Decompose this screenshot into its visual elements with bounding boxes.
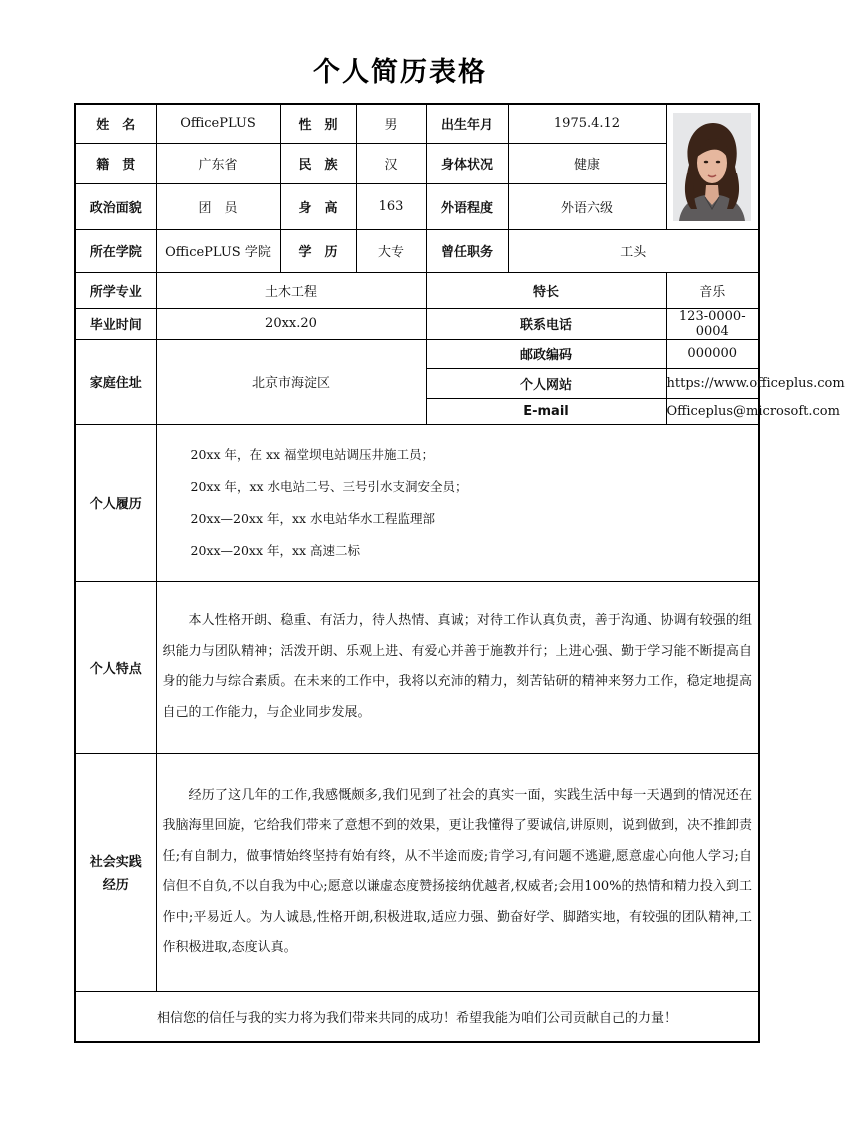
social-label [75,753,156,991]
traits-label: 个人特点 [75,581,156,753]
gender-label: 性 别 [280,104,356,143]
position-value: 工头 [508,229,759,272]
resume-table [74,103,845,1043]
ethnic-value: 汉 [356,143,426,183]
ethnic-label: 民 族 [280,143,356,183]
table-row [75,104,759,143]
table-row [75,229,759,272]
political-label: 政治面貌 [75,183,156,229]
resume-label: 个人履历 [75,424,156,581]
grad-value: 20xx.20 [156,308,426,339]
table-row [75,308,759,339]
name-label: 姓 名 [75,104,156,143]
major-label: 所学专业 [75,272,156,308]
address-value: 北京市海淀区 [156,339,426,424]
specialty-value: 音乐 [666,272,759,308]
height-label: 身 高 [280,183,356,229]
table-row [75,581,759,753]
education-label: 学 历 [280,229,356,272]
website-label: 个人网站 [426,368,666,398]
page-title: 个人简历表格 [313,57,487,88]
position-label: 曾任职务 [426,229,508,272]
website-value: https://www.officeplus.com [666,368,759,398]
height-value: 163 [356,183,426,229]
table-row [75,424,759,581]
address-label: 家庭住址 [75,339,156,424]
social-text: 经历了这几年的工作,我感慨颇多,我们见到了社会的真实一面，实践生活中每一天遇到的情况还在我脑海里回旋，它给我们带来了意想不到的效果，更让我懂得了要诚信,讲原则，说到做到，决不推卸责任;有自制力，做事情始终坚持有始有终，从不半途而废;肯学习,有问题不逃避,愿意虚心向他人学习;自信但不自负,不以自我为中心;愿意以谦虚态度赞扬接纳优越者,权威者;会用100%的热情和精力投入到工作中;平易近人。为人诚恳,性格开朗,积极进取,适应力强、勤奋好学、脚踏实地，有较强的团队精神,工作积极进取,态度认真。 [162,787,752,955]
specialty-label: 特长 [426,272,666,308]
school-label: 所在学院 [75,229,156,272]
grad-label: 毕业时间 [75,308,156,339]
origin-value: 广东省 [156,143,280,183]
table-row [75,272,759,308]
gender-value: 男 [356,104,426,143]
resume-item: 20xx—20xx 年，xx 水电站华水工程监理部 [190,510,436,526]
closing-statement: 相信您的信任与我的实力将为我们带来共同的成功！希望我能为咱们公司贡献自己的力量！ [75,991,759,1042]
resume-item: 20xx 年，在 xx 福堂坝电站调压井施工员； [190,446,435,462]
health-label: 身体状况 [426,143,508,183]
email-value: Officeplus@microsoft.com [666,398,759,424]
postcode-value: 000000 [666,339,759,368]
resume-content [156,424,759,581]
health-value: 健康 [508,143,666,183]
social-label-line1: 社会实践 [89,855,142,870]
birth-label: 出生年月 [426,104,508,143]
table-row [75,991,759,1042]
resume-item: 20xx—20xx 年，xx 高速二标 [190,542,361,558]
phone-value: 123-0000-0004 [666,308,759,339]
resume-table-wrapper [74,103,845,1042]
table-row [75,143,759,183]
phone-label: 联系电话 [426,308,666,339]
social-content [156,753,759,991]
birth-value: 1975.4.12 [508,104,666,143]
table-row [75,183,759,229]
major-value: 土木工程 [156,272,426,308]
email-label: E-mail [426,398,666,424]
social-label-line2: 经历 [102,878,129,893]
portrait-image [673,113,751,221]
name-value: OfficePLUS [156,104,280,143]
language-value: 外语六级 [508,183,666,229]
traits-text: 本人性格开朗、稳重、有活力，待人热情、真诚；对待工作认真负责，善于沟通、协调有较强的组织能力与团队精神；活泼开朗、乐观上进、有爱心并善于施教并行；上进心强、勤于学习能不断提高自身的能力与综合素质。在未来的工作中，我将以充沛的精力，刻苦钻研的精神来努力工作，稳定地提高自己的工作能力，与企业同步发展。 [162,613,752,720]
postcode-label: 邮政编码 [426,339,666,368]
traits-content [156,581,759,753]
photo-cell [666,104,759,229]
education-value: 大专 [356,229,426,272]
profile-photo [673,113,751,221]
language-label: 外语程度 [426,183,508,229]
political-value: 团 员 [156,183,280,229]
origin-label: 籍 贯 [75,143,156,183]
resume-item: 20xx 年，xx 水电站二号、三号引水支洞安全员； [190,478,468,494]
school-value: OfficePLUS 学院 [156,229,280,272]
table-row [75,339,759,368]
table-row [75,753,759,991]
